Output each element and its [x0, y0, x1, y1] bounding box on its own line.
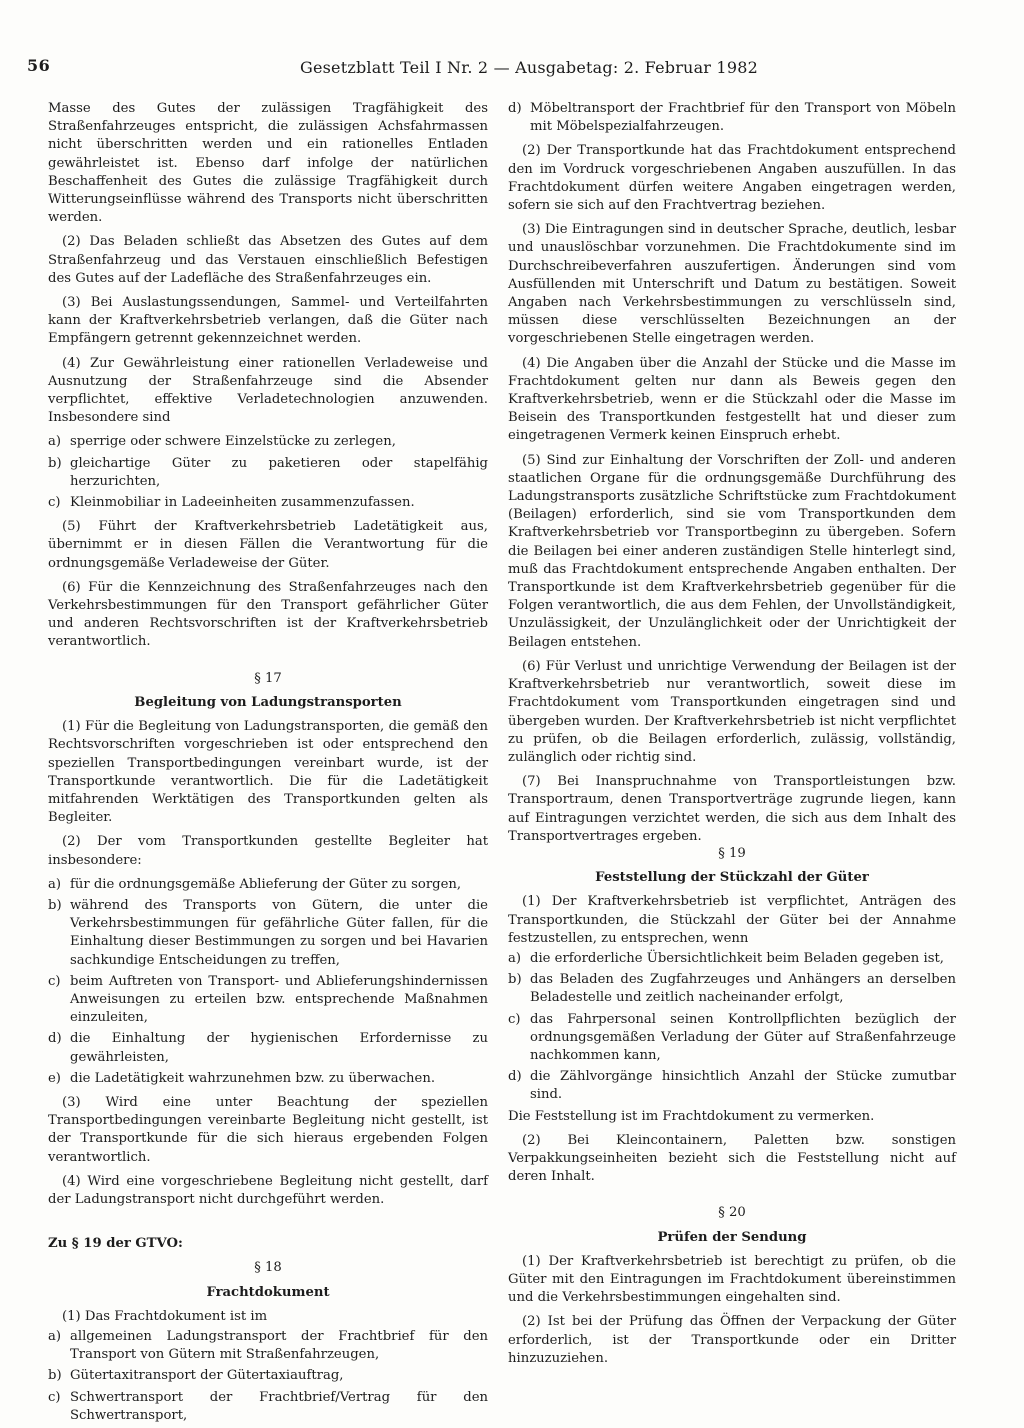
- list-text: für die ordnungsgemäße Ablieferung der Güter zu sorgen,: [70, 876, 462, 892]
- list-item: [48, 1367, 488, 1385]
- paragraph: (3) Wird eine unter Beachtung der speziellen Transportbedingungen vereinbarte Begleitung nicht gestellt, ist der Transportkunde für die sich hieraus ergebenden Folgen verantwortlich.: [48, 1094, 488, 1165]
- paragraph: Die Feststellung ist im Frachtdokument zu vermerken.: [508, 1108, 875, 1124]
- list-marker: a): [48, 434, 62, 450]
- list-item: [48, 876, 488, 894]
- list-marker: e): [48, 1070, 61, 1086]
- section-number: § 20: [718, 1205, 746, 1221]
- list-text: die Einhaltung der hygienischen Erfordernisse zu gewährleisten,: [70, 1031, 488, 1065]
- list-item: [508, 100, 956, 136]
- list-item: [48, 897, 488, 970]
- list-item: [508, 1011, 956, 1066]
- list-item: [48, 433, 488, 451]
- paragraph: (2) Das Beladen schließt das Absetzen des Gutes auf dem Straßenfahrzeug und das Verstauen einschließlich Befestigen des Gutes auf der Ladefläche des Straßenfahrzeuges ein.: [48, 234, 488, 286]
- section-number: § 18: [254, 1260, 282, 1276]
- list-marker: b): [508, 972, 522, 988]
- section-title: Prüfen der Sendung: [657, 1229, 807, 1245]
- list-text: das Fahrpersonal seinen Kontrollpflichten bezüglich der ordnungsgemäßen Verladung der Güter auf Straßenfahrzeuge nachkommen kann,: [530, 1011, 956, 1064]
- paragraph: (1) Das Frachtdokument ist im: [62, 1308, 268, 1324]
- list-text: die Zählvorgänge hinsichtlich Anzahl der Stücke zumutbar sind.: [530, 1069, 956, 1103]
- paragraph: (4) Zur Gewährleistung einer rationellen Verladeweise und Ausnutzung der Straßenfahrzeuge sind die Absender verpflichtet, effektive Verladetechnologien anzuwenden. Insbesondere sind: [48, 355, 488, 426]
- list-item: [48, 1389, 488, 1425]
- list-item: [48, 455, 488, 491]
- paragraph: (2) Der vom Transportkunden gestellte Begleiter hat insbesondere:: [48, 834, 488, 868]
- list-text: Gütertaxitransport der Gütertaxiauftrag,: [70, 1368, 344, 1384]
- paragraph: (2) Ist bei der Prüfung das Öffnen der Verpackung der Güter erforderlich, ist der Transportkunde oder ein Dritter hinzuzuziehen.: [508, 1314, 956, 1366]
- paragraph: (1) Für die Begleitung von Ladungstransporten, die gemäß den Rechtsvorschriften vorgeschrieben ist oder entsprechend den speziellen Transportbedingungen vereinbart wurde, ist der Transportkunde verantwortlich. Die für die Ladetätigkeit mitfahrenden Werktätigen des Transportkunden gelten als Begleiter.: [48, 719, 488, 826]
- list-item: [48, 1328, 488, 1364]
- paragraph: (4) Wird eine vorgeschriebene Begleitung nicht gestellt, darf der Ladungstransport nicht durchgeführt werden.: [48, 1173, 488, 1207]
- list-item: [48, 973, 488, 1028]
- list-text: die Ladetätigkeit wahrzunehmen bzw. zu überwachen.: [70, 1070, 436, 1086]
- list-marker: d): [508, 101, 522, 116]
- paragraph: (3) Bei Auslastungssendungen, Sammel- und Verteilfahrten kann der Kraftverkehrsbetrieb verlangen, daß die Güter nach Empfängern getrennt gekennzeichnet werden.: [48, 295, 488, 347]
- paragraph: (4) Die Angaben über die Anzahl der Stücke und die Masse im Frachtdokument gelten nur dann als Beweis gegen den Kraftverkehrsbetrieb, wenn er die Stückzahl oder die Masse im Beisein des Transportkunden festgestellt hat und dieser zum eingetragenen Vermerk keinen Einspruch erhebt.: [508, 355, 956, 444]
- list-marker: a): [48, 876, 62, 892]
- page-number: 56: [27, 56, 51, 75]
- list-marker: b): [48, 897, 62, 913]
- list-text: während des Transports von Gütern, die unter die Verkehrsbestimmungen für gefährliche Güter fallen, für die Einhaltung dieser Bestimmungen zu sorgen und bei Havarien sachkundige Entscheidungen zu treffen,: [70, 897, 488, 968]
- paragraph: (7) Bei Inanspruchnahme von Transportleistungen bzw. Transportraum, denen Transportverträge zugrunde liegen, kann auf Eintragungen verzichtet werden, die sich aus dem Inhalt des Transportvertrages ergeben.: [508, 774, 956, 844]
- list-text: Schwertransport der Frachtbrief/Vertrag für den Schwertransport,: [70, 1389, 488, 1423]
- list-item: [508, 950, 956, 968]
- paragraph: (2) Der Transportkunde hat das Frachtdokument entsprechend den im Vordruck vorgeschriebenen Angaben auszufüllen. In das Frachtdokument dürfen weitere Angaben eingetragen werden, sofern sie sich auf den Frachtvertrag beziehen.: [508, 143, 956, 214]
- paragraph: (6) Für die Kennzeichnung des Straßenfahrzeuges nach den Verkehrsbestimmungen für den Transport gefährlicher Güter und anderen Rechtsvorschriften ist der Kraftverkehrsbetrieb verantwortlich.: [48, 579, 488, 650]
- list-text: gleichartige Güter zu paketieren oder stapelfähig herzurichten,: [70, 455, 488, 489]
- section-title: Begleitung von Ladungstransporten: [134, 694, 402, 710]
- list-marker: c): [48, 973, 61, 989]
- list-text: beim Auftreten von Transport- und Ablieferungshindernissen Anweisungen zu erteilen bzw. entsprechende Maßnahmen einzuleiten,: [70, 973, 488, 1026]
- list-item: [508, 971, 956, 1007]
- paragraph: (1) Der Kraftverkehrsbetrieb ist berechtigt zu prüfen, ob die Güter mit den Eintragungen im Frachtdokument übereinstimmen und die Verkehrsbestimmungen eingehalten sind.: [508, 1253, 956, 1306]
- paragraph: (2) Bei Kleincontainern, Paletten bzw. sonstigen Verpakkungseinheiten bezieht sich die Feststellung nicht auf deren Inhalt.: [508, 1132, 956, 1185]
- section-title: Frachtdokument: [206, 1284, 330, 1300]
- list-marker: c): [508, 1011, 521, 1027]
- right-column-lower: [508, 845, 956, 1374]
- list-marker: b): [48, 455, 62, 471]
- list-text: die erforderliche Übersichtlichkeit beim Beladen gegeben ist,: [530, 951, 944, 967]
- paragraph: (6) Für Verlust und unrichtige Verwendung der Beilagen ist der Kraftverkehrsbetrieb nur verantwortlich, soweit diese im Frachtdokument vom Transportkunden eingetragen sind und übergeben wurden. Der Kraftverkehrsbetrieb ist nicht verpflichtet zu prüfen, ob die Beilagen erforderlich, zulässig, vollständig, zulänglich oder richtig sind.: [508, 658, 956, 765]
- list-marker: b): [48, 1368, 62, 1384]
- list-item: [48, 494, 488, 512]
- list-text: Möbeltransport der Frachtbrief für den Transport von Möbeln mit Möbelspezialfahrzeugen.: [530, 101, 956, 135]
- right-column: [508, 100, 956, 852]
- list-marker: a): [48, 1328, 62, 1344]
- section-number: § 17: [254, 670, 282, 686]
- list-marker: c): [48, 1389, 61, 1405]
- list-text: das Beladen des Zugfahrzeuges und Anhängers an derselben Beladestelle und zeitlich nacheinander erfolgt,: [530, 972, 956, 1006]
- left-column: [48, 100, 488, 1428]
- section-number: § 19: [718, 846, 746, 861]
- list-item: [48, 1070, 488, 1088]
- section-title: Feststellung der Stückzahl der Güter: [595, 870, 869, 886]
- paragraph: (5) Sind zur Einhaltung der Vorschriften der Zoll- und anderen staatlichen Organe für die ordnungsgemäße Durchführung des Ladungstransports zusätzliche Schriftstücke zum Frachtdokument (Beilagen) erforderlich, sind sie vom Transportkunden dem Kraftverkehrsbetrieb vor Transportbeginn zu übergeben. Sofern die Beilagen bei einer anderen zuständigen Stelle hinterlegt sind, muß das Frachtdokument entsprechende Angaben enthalten. Der Transportkunde ist dem Kraftverkehrsbetrieb gegenüber für die Folgen verantwortlich, die aus dem Fehlen, der Unvollständigkeit, Unzulässigkeit, der Unzulänglichkeit oder der Unrichtigkeit der Beilagen entstehen.: [508, 452, 956, 650]
- list-item: [48, 1030, 488, 1066]
- subsection-heading: Zu § 19 der GTVO:: [48, 1236, 183, 1252]
- list-marker: a): [508, 951, 522, 967]
- list-text: allgemeinen Ladungstransport der Frachtbrief für den Transport von Gütern mit Straßenfahrzeugen,: [70, 1328, 488, 1363]
- paragraph: (3) Die Eintragungen sind in deutscher Sprache, deutlich, lesbar und unauslöschbar vorzunehmen. Die Frachtdokumente sind im Durchschreibeverfahren auszufertigen. Änderungen sind vom Ausfüllenden mit Unterschrift und Datum zu bestätigen. Soweit Angaben nach Verkehrsbestimmungen zu verschlüsseln sind, müssen diese verschlüsselten Bezeichnungen an der vorgeschriebenen Stelle eingetragen werden.: [508, 222, 956, 347]
- list-text: Kleinmobiliar in Ladeeinheiten zusammenzufassen.: [70, 495, 415, 511]
- list-item: [508, 1068, 956, 1104]
- list-marker: d): [48, 1031, 62, 1047]
- running-header: Gesetzblatt Teil I Nr. 2 — Ausgabetag: 2. Februar 1982: [300, 58, 758, 77]
- list-text: sperrige oder schwere Einzelstücke zu zerlegen,: [70, 434, 396, 450]
- paragraph: (5) Führt der Kraftverkehrsbetrieb Ladetätigkeit aus, übernimmt er in diesen Fällen die Verantwortung für die ordnungsgemäße Verladeweise der Güter.: [48, 519, 488, 571]
- list-marker: c): [48, 495, 61, 511]
- list-marker: d): [508, 1069, 522, 1085]
- paragraph: (1) Der Kraftverkehrsbetrieb ist verpflichtet, Anträgen des Transportkunden, die Stückzahl der Güter bei der Annahme festzustellen, zu entsprechen, wenn: [508, 894, 956, 946]
- paragraph: Masse des Gutes der zulässigen Tragfähigkeit des Straßenfahrzeuges entspricht, die zulässigen Achsfahrmassen nicht überschritten werden und ein rationelles Entladen gewährleistet ist. Ebenso darf infolge der natürlichen Beschaffenheit des Gutes die zulässige Tragfähigkeit durch Witterungseinflüsse während des Transports nicht überschritten werden.: [48, 101, 488, 226]
